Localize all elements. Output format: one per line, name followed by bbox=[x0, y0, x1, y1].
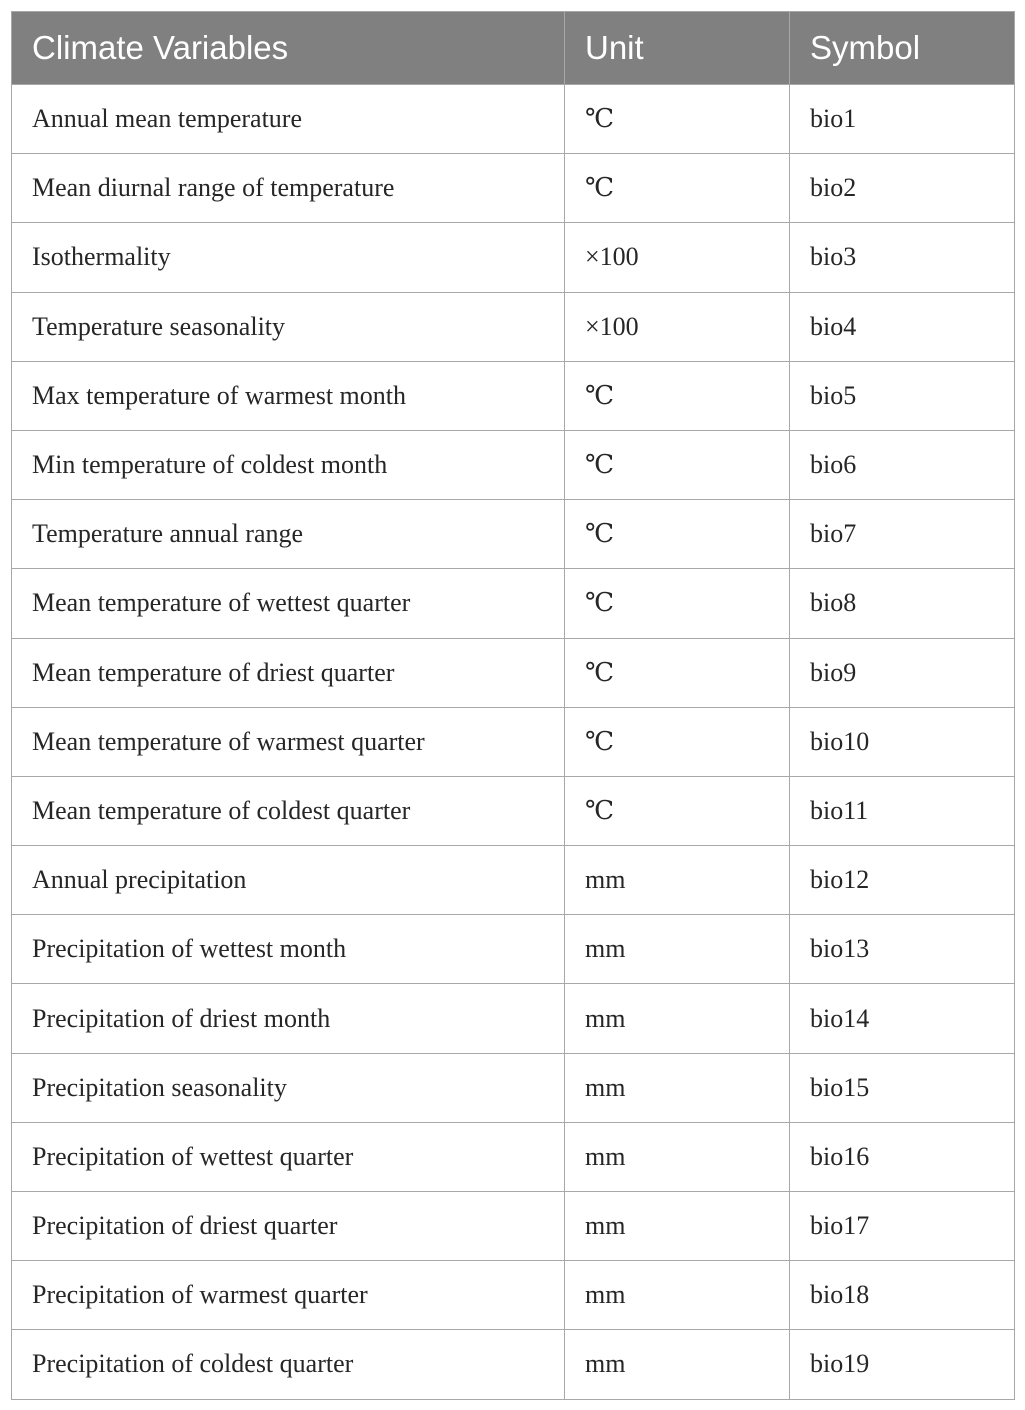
unit-cell: mm bbox=[565, 1330, 790, 1399]
variable-cell: Mean temperature of warmest quarter bbox=[12, 707, 565, 776]
table-row bbox=[12, 915, 1015, 984]
variable-cell: Precipitation of warmest quarter bbox=[12, 1261, 565, 1330]
variable-cell: Precipitation seasonality bbox=[12, 1053, 565, 1122]
variable-cell: Precipitation of coldest quarter bbox=[12, 1330, 565, 1399]
symbol-cell: bio18 bbox=[790, 1261, 1015, 1330]
variable-cell: Isothermality bbox=[12, 223, 565, 292]
table-row bbox=[12, 154, 1015, 223]
table-row bbox=[12, 361, 1015, 430]
symbol-cell: bio7 bbox=[790, 500, 1015, 569]
variable-cell: Precipitation of wettest month bbox=[12, 915, 565, 984]
symbol-cell: bio16 bbox=[790, 1122, 1015, 1191]
table-row bbox=[12, 638, 1015, 707]
table-row bbox=[12, 430, 1015, 499]
unit-cell: ℃ bbox=[565, 638, 790, 707]
unit-cell: ×100 bbox=[565, 292, 790, 361]
unit-cell: mm bbox=[565, 1053, 790, 1122]
unit-cell: ×100 bbox=[565, 223, 790, 292]
table-row bbox=[12, 776, 1015, 845]
unit-cell: mm bbox=[565, 1122, 790, 1191]
climate-variables-table bbox=[11, 11, 1015, 1400]
unit-cell: ℃ bbox=[565, 776, 790, 845]
variable-cell: Temperature annual range bbox=[12, 500, 565, 569]
table-row bbox=[12, 569, 1015, 638]
table-row bbox=[12, 500, 1015, 569]
symbol-cell: bio17 bbox=[790, 1192, 1015, 1261]
variable-cell: Annual mean temperature bbox=[12, 85, 565, 154]
variable-cell: Mean temperature of coldest quarter bbox=[12, 776, 565, 845]
unit-cell: ℃ bbox=[565, 500, 790, 569]
symbol-cell: bio14 bbox=[790, 984, 1015, 1053]
variable-cell: Temperature seasonality bbox=[12, 292, 565, 361]
header-symbol: Symbol bbox=[790, 12, 1015, 85]
symbol-cell: bio2 bbox=[790, 154, 1015, 223]
unit-cell: mm bbox=[565, 984, 790, 1053]
variable-cell: Precipitation of driest quarter bbox=[12, 1192, 565, 1261]
symbol-cell: bio4 bbox=[790, 292, 1015, 361]
symbol-cell: bio10 bbox=[790, 707, 1015, 776]
symbol-cell: bio3 bbox=[790, 223, 1015, 292]
table-header bbox=[12, 12, 1015, 85]
unit-cell: mm bbox=[565, 846, 790, 915]
unit-cell: ℃ bbox=[565, 430, 790, 499]
unit-cell: mm bbox=[565, 1192, 790, 1261]
table-row bbox=[12, 85, 1015, 154]
table-row bbox=[12, 984, 1015, 1053]
table-body bbox=[12, 85, 1015, 1400]
table-row bbox=[12, 846, 1015, 915]
table-row bbox=[12, 292, 1015, 361]
table-row bbox=[12, 223, 1015, 292]
unit-cell: mm bbox=[565, 1261, 790, 1330]
variable-cell: Precipitation of driest month bbox=[12, 984, 565, 1053]
table-row bbox=[12, 1192, 1015, 1261]
variable-cell: Mean temperature of driest quarter bbox=[12, 638, 565, 707]
variable-cell: Max temperature of warmest month bbox=[12, 361, 565, 430]
table-row bbox=[12, 1261, 1015, 1330]
symbol-cell: bio13 bbox=[790, 915, 1015, 984]
unit-cell: ℃ bbox=[565, 707, 790, 776]
variable-cell: Annual precipitation bbox=[12, 846, 565, 915]
unit-cell: ℃ bbox=[565, 569, 790, 638]
unit-cell: ℃ bbox=[565, 154, 790, 223]
variable-cell: Mean diurnal range of temperature bbox=[12, 154, 565, 223]
variable-cell: Min temperature of coldest month bbox=[12, 430, 565, 499]
symbol-cell: bio1 bbox=[790, 85, 1015, 154]
table-row bbox=[12, 707, 1015, 776]
unit-cell: mm bbox=[565, 915, 790, 984]
table-row bbox=[12, 1330, 1015, 1399]
table-row bbox=[12, 1053, 1015, 1122]
table-row bbox=[12, 1122, 1015, 1191]
symbol-cell: bio12 bbox=[790, 846, 1015, 915]
variable-cell: Mean temperature of wettest quarter bbox=[12, 569, 565, 638]
symbol-cell: bio5 bbox=[790, 361, 1015, 430]
header-climate-variables: Climate Variables bbox=[12, 12, 565, 85]
symbol-cell: bio8 bbox=[790, 569, 1015, 638]
variable-cell: Precipitation of wettest quarter bbox=[12, 1122, 565, 1191]
unit-cell: ℃ bbox=[565, 85, 790, 154]
symbol-cell: bio19 bbox=[790, 1330, 1015, 1399]
symbol-cell: bio11 bbox=[790, 776, 1015, 845]
unit-cell: ℃ bbox=[565, 361, 790, 430]
symbol-cell: bio15 bbox=[790, 1053, 1015, 1122]
header-unit: Unit bbox=[565, 12, 790, 85]
symbol-cell: bio9 bbox=[790, 638, 1015, 707]
header-row bbox=[12, 12, 1015, 85]
symbol-cell: bio6 bbox=[790, 430, 1015, 499]
